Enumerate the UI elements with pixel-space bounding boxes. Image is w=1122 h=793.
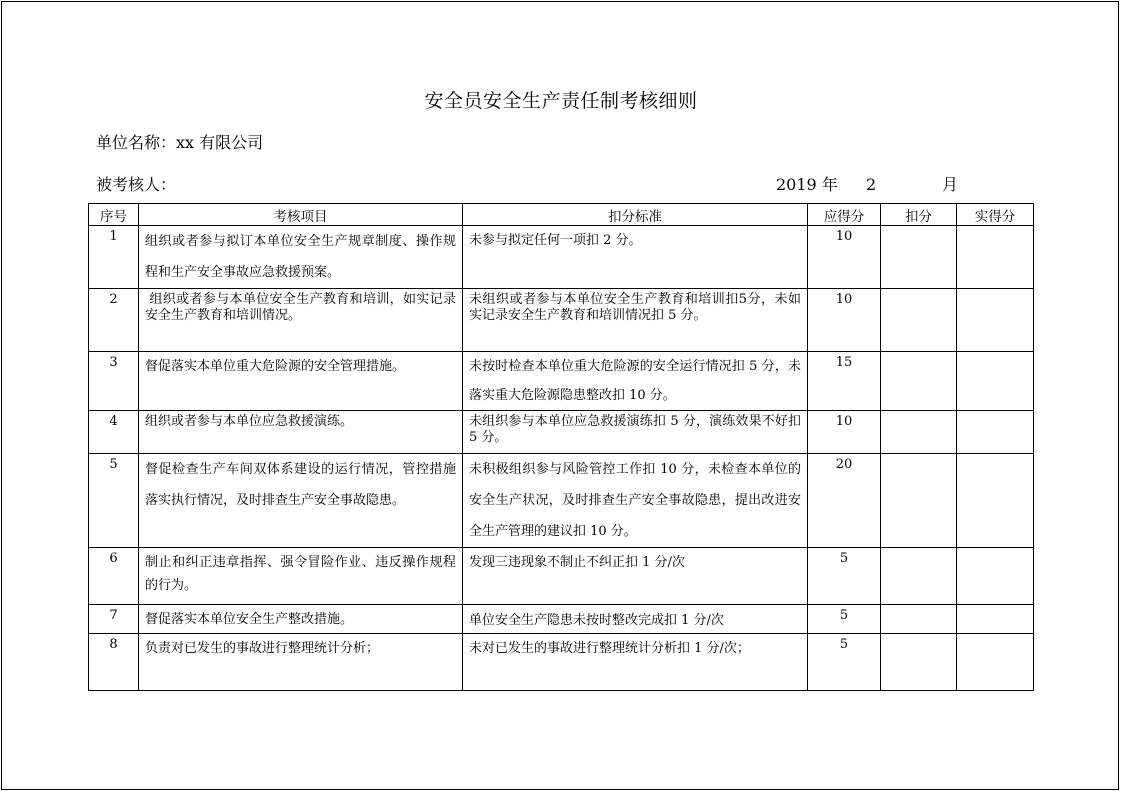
table-row xyxy=(89,352,1034,411)
row-no: 8 xyxy=(89,634,139,691)
row-actual-score-cell[interactable] xyxy=(957,289,1034,352)
date-year: 2019 xyxy=(776,175,817,194)
header-standard: 扣分标准 xyxy=(463,204,808,226)
row-full-score: 10 xyxy=(808,226,881,289)
row-item: 督促检查生产车间双体系建设的运行情况，管控措施落实执行情况，及时排查生产安全事故隐患。 xyxy=(139,454,463,548)
row-no: 5 xyxy=(89,454,139,548)
row-no: 1 xyxy=(89,226,139,289)
row-standard: 未组织或者参与本单位安全生产教育和培训扣5分，未如实记录安全生产教育和培训情况扣 5 分。 xyxy=(463,289,808,352)
header-item: 考核项目 xyxy=(139,204,463,226)
row-no: 6 xyxy=(89,548,139,605)
table-row xyxy=(89,605,1034,634)
assessee-label: 被考核人： xyxy=(96,175,177,194)
row-deduction-cell[interactable] xyxy=(881,226,957,289)
row-full-score: 5 xyxy=(808,605,881,634)
row-deduction-cell[interactable] xyxy=(881,289,957,352)
row-item: 督促落实本单位安全生产整改措施。 xyxy=(139,605,463,634)
row-standard: 未对已发生的事故进行整理统计分析扣 1 分/次； xyxy=(463,634,808,691)
assessee-line xyxy=(96,172,176,195)
table-row xyxy=(89,548,1034,605)
table-row xyxy=(89,289,1034,352)
row-no: 4 xyxy=(89,411,139,454)
row-standard: 未参与拟定任何一项扣 2 分。 xyxy=(463,226,808,289)
row-standard: 发现三违现象不制止不纠正扣 1 分/次 xyxy=(463,548,808,605)
header-actual-score: 实得分 xyxy=(957,204,1034,226)
row-no: 7 xyxy=(89,605,139,634)
table-header-row xyxy=(89,204,1034,226)
row-standard: 未积极组织参与风险管控工作扣 10 分，未检查本单位的安全生产状况，及时排查生产安全事故隐患，提出改进安全生产管理的建议扣 10 分。 xyxy=(463,454,808,548)
row-actual-score-cell[interactable] xyxy=(957,411,1034,454)
assessment-table xyxy=(88,203,1034,691)
unit-name-line xyxy=(96,130,263,153)
table-row xyxy=(89,454,1034,548)
row-standard: 单位安全生产隐患未按时整改完成扣 1 分/次 xyxy=(463,605,808,634)
row-item: 组织或者参与本单位应急救援演练。 xyxy=(139,411,463,454)
row-deduction-cell[interactable] xyxy=(881,352,957,411)
row-actual-score-cell[interactable] xyxy=(957,548,1034,605)
header-full-score: 应得分 xyxy=(808,204,881,226)
assessment-date xyxy=(776,172,958,195)
row-actual-score-cell[interactable] xyxy=(957,634,1034,691)
table-row xyxy=(89,226,1034,289)
table-row xyxy=(89,411,1034,454)
unit-name-value: xx 有限公司 xyxy=(176,133,264,152)
table-row xyxy=(89,634,1034,691)
row-no: 2 xyxy=(89,289,139,352)
row-item: 督促落实本单位重大危险源的安全管理措施。 xyxy=(139,352,463,411)
row-actual-score-cell[interactable] xyxy=(957,605,1034,634)
row-deduction-cell[interactable] xyxy=(881,634,957,691)
row-full-score: 20 xyxy=(808,454,881,548)
document-title: 安全员安全生产责任制考核细则 xyxy=(424,90,698,112)
row-deduction-cell[interactable] xyxy=(881,411,957,454)
row-full-score: 5 xyxy=(808,634,881,691)
row-no: 3 xyxy=(89,352,139,411)
row-full-score: 5 xyxy=(808,548,881,605)
unit-name-label: 单位名称： xyxy=(96,133,177,152)
date-month: 2 xyxy=(866,175,877,194)
date-month-suffix: 月 xyxy=(942,175,959,194)
row-full-score: 15 xyxy=(808,352,881,411)
row-deduction-cell[interactable] xyxy=(881,454,957,548)
row-item: 制止和纠正违章指挥、强令冒险作业、违反操作规程的行为。 xyxy=(139,548,463,605)
row-full-score: 10 xyxy=(808,289,881,352)
row-actual-score-cell[interactable] xyxy=(957,226,1034,289)
header-no: 序号 xyxy=(89,204,139,226)
row-standard: 未按时检查本单位重大危险源的安全运行情况扣 5 分，未落实重大危险源隐患整改扣 10 分。 xyxy=(463,352,808,411)
row-item: 组织或者参与拟订本单位安全生产规章制度、操作规程和生产安全事故应急救援预案。 xyxy=(139,226,463,289)
row-item: 负责对已发生的事故进行整理统计分析； xyxy=(139,634,463,691)
row-item: 组织或者参与本单位安全生产教育和培训，如实记录安全生产教育和培训情况。 xyxy=(139,289,463,352)
row-actual-score-cell[interactable] xyxy=(957,454,1034,548)
row-deduction-cell[interactable] xyxy=(881,548,957,605)
row-full-score: 10 xyxy=(808,411,881,454)
date-year-suffix: 年 xyxy=(821,175,838,194)
row-actual-score-cell[interactable] xyxy=(957,352,1034,411)
row-deduction-cell[interactable] xyxy=(881,605,957,634)
row-standard: 未组织参与本单位应急救援演练扣 5 分，演练效果不好扣 5 分。 xyxy=(463,411,808,454)
header-deduction: 扣分 xyxy=(881,204,957,226)
